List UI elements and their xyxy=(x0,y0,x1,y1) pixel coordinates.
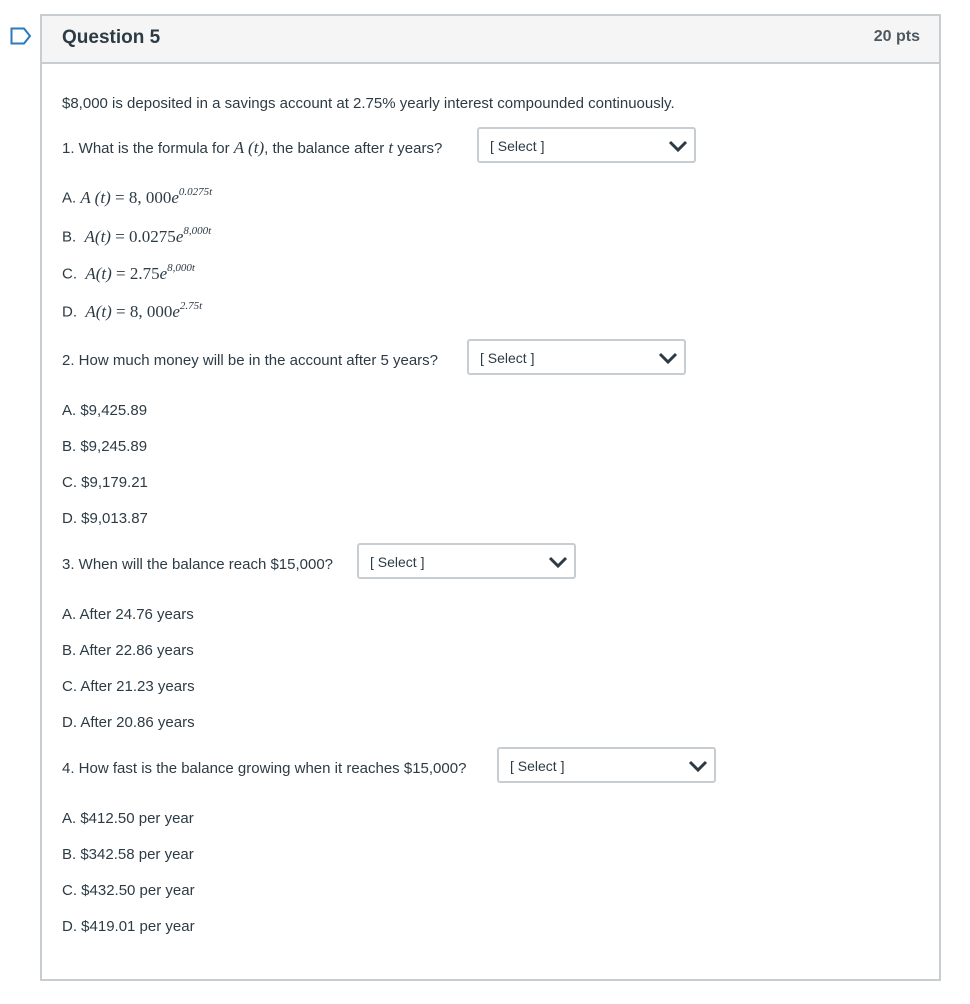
part3-prompt: 3. When will the balance reach $15,000? xyxy=(62,556,334,573)
part4-option-a: A. $412.50 per year xyxy=(62,810,194,827)
part3-select[interactable]: [ Select ] xyxy=(357,543,576,579)
part3-option-a: A. After 24.76 years xyxy=(62,606,194,623)
chevron-down-icon xyxy=(688,759,708,773)
chevron-down-icon xyxy=(548,555,568,569)
math-a-of-t: A (t) xyxy=(233,138,265,157)
part1-option-d: D. A(t) = 8, $000e^{2.75t}$ xyxy=(62,300,203,321)
chevron-down-icon xyxy=(658,351,678,365)
part3-option-c: C. After 21.23 years xyxy=(62,678,195,695)
part4-option-b: B. $342.58 per year xyxy=(62,846,194,863)
part1-select[interactable]: [ Select ] xyxy=(477,127,696,163)
question-points: 20 pts xyxy=(873,28,920,45)
part1-option-b: B. $A(t) = 0.0275e^{8,000t}$ xyxy=(62,225,212,246)
math-t: t xyxy=(388,138,394,157)
part1-option-c: C. $A(t) = 2.75e^{8,000t}$ xyxy=(62,262,195,283)
part3-option-d: D. After 20.86 years xyxy=(62,714,195,731)
flag-question-icon[interactable] xyxy=(10,27,32,45)
part4-select[interactable]: [ Select ] xyxy=(497,747,716,783)
part2-option-d: D. $9,013.87 xyxy=(62,510,148,527)
question-header xyxy=(42,16,939,64)
part2-option-a: A. $9,425.89 xyxy=(62,402,148,419)
part3-option-b: B. After 22.86 years xyxy=(62,642,194,659)
question-title: Question 5 xyxy=(62,27,161,48)
chevron-down-icon xyxy=(668,139,688,153)
part2-select[interactable]: [ Select ] xyxy=(467,339,686,375)
part1-option-a: A. A (t) = 8, $000e^{0.0275t}$ xyxy=(62,186,213,207)
part4-prompt: 4. How fast is the balance growing when it reaches $15,000? xyxy=(62,760,467,777)
part2-option-c: C. $9,179.21 xyxy=(62,474,148,491)
question-card xyxy=(40,14,941,981)
part2-prompt: 2. How much money will be in the account after 5 years? xyxy=(62,352,439,369)
part2-option-b: B. $9,245.89 xyxy=(62,438,148,455)
question-intro: $8,000 is deposited in a savings account at 2.75% yearly interest compounded continuously. xyxy=(62,95,675,112)
part4-option-c: C. $432.50 per year xyxy=(62,882,195,899)
part4-option-d: D. $419.01 per year xyxy=(62,918,195,935)
part1-prompt: 1. What is the formula for A (t), the balance after t years? xyxy=(62,138,443,157)
